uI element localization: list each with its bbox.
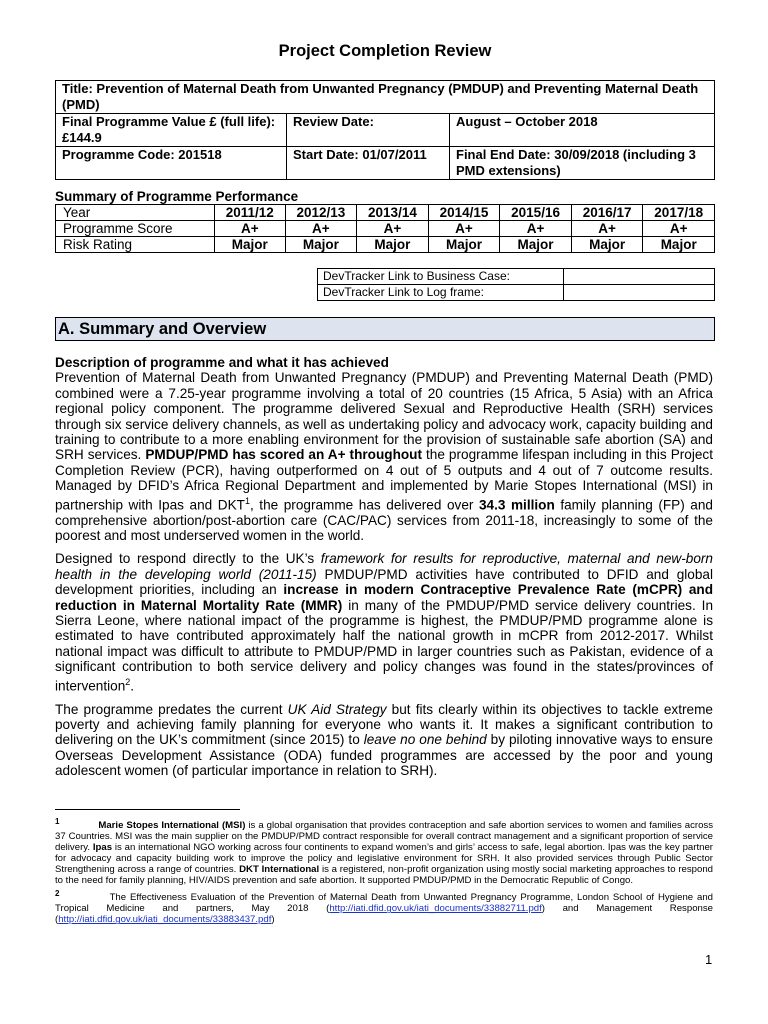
paragraph [55, 355, 713, 543]
risk-cell: Major [285, 237, 357, 253]
score-cell: A+ [357, 221, 429, 237]
review-date-cell: August – October 2018 [450, 114, 715, 147]
score-cell: A+ [500, 221, 572, 237]
year-cell: 2013/14 [357, 205, 429, 221]
table-row [56, 205, 715, 221]
score-cell: A+ [215, 221, 286, 237]
text-run: in many of the PMDUP/PMD service delivery countries. In Sierra Leone, where national impact of the programme is highest, the PMDUP/PMD programme alone is estimated to have contributed approximately half the national growth in mCPR from 2012-2017. Whilst national impact was difficult to attribute to PMDUP/PMD in larger countries such as Pakistan, evidence of a significant contribution to both service delivery and policy changes was found in the states/provinces of intervention [55, 597, 714, 694]
text-run: but fits clearly within its objectives to tackle extreme poverty and achieving family planning for everyone who wants it. It makes a significant contribution to delivering on the UK’s commitment (since 2015) to [55, 701, 713, 748]
text-run: the programme lifespan including in this Project Completion Review (PCR), having outperformed on 4 out of 5 outputs and 4 out of 7 outcome results. Managed by DFID’s Africa Regional Department and implemented by Marie Stopes International (MSI) in partnership with Ipas and DKT [55, 447, 714, 513]
summary-body [55, 355, 713, 787]
text-run: is a global organisation that provides contraception and safe abortion services to women and families across 37 Countries. MSI was the main supplier on the PMDUP/PMD contract responsible for overall contract management and a significant proportion of service delivery. [55, 820, 713, 854]
start-date-cell: Start Date: 01/07/2011 [287, 147, 450, 180]
text-run-bold: DKT International [239, 864, 320, 876]
description-heading: Description of programme and what it has achieved [55, 355, 389, 370]
year-cell: 2011/12 [215, 205, 286, 221]
risk-cell: Major [428, 237, 500, 253]
table-row [56, 114, 715, 147]
footnotes [55, 816, 713, 927]
footnote-mark: 1 [55, 817, 60, 826]
text-run-italic: UK Aid Strategy [287, 701, 387, 717]
text-run: . [130, 678, 135, 694]
footnote-divider [55, 809, 240, 810]
score-cell: A+ [428, 221, 500, 237]
score-cell: A+ [571, 221, 643, 237]
text-run-bold: PMDUP/PMD has scored an A+ throughout [145, 447, 423, 463]
text-run-italic: framework for results for reproductive, maternal and new-born health in the developing world (2011-15) [55, 551, 713, 582]
table-row [318, 285, 715, 301]
project-title-cell: Title: Prevention of Maternal Death from Unwanted Pregnancy (PMDUP) and Preventing Maternal Death (PMD) [56, 81, 715, 114]
text-run-bold: 34.3 million [478, 497, 555, 513]
log-frame-link-cell[interactable] [564, 285, 715, 301]
text-run-bold: increase in modern Contraceptive Prevalence Rate (mCPR) and reduction in Maternal Mortality Rate (MMR) [55, 582, 713, 613]
risk-rating-label-cell: Risk Rating [56, 237, 215, 253]
year-cell: 2012/13 [285, 205, 357, 221]
risk-cell: Major [643, 237, 715, 253]
year-label-cell: Year [56, 205, 215, 221]
table-row [56, 147, 715, 180]
text-run: , the programme has delivered over [249, 497, 479, 513]
page-number: 1 [705, 952, 713, 967]
table-row [56, 221, 715, 237]
programme-score-label-cell: Programme Score [56, 221, 215, 237]
text-run: family planning (FP) and comprehensive abortion/post-abortion care (CAC/PAC) services from 2011-18, increasingly to some of the poorest and most underserved women in the world. [55, 497, 713, 543]
log-frame-label: DevTracker Link to Log frame: [318, 285, 564, 301]
year-cell: 2016/17 [571, 205, 643, 221]
performance-table [55, 204, 715, 253]
review-date-label-cell: Review Date: [287, 114, 450, 147]
text-run: ) [271, 914, 275, 926]
table-row [56, 237, 715, 253]
risk-cell: Major [215, 237, 286, 253]
year-cell: 2017/18 [643, 205, 715, 221]
text-run: ) and Management Response ( [55, 903, 713, 926]
year-cell: 2015/16 [500, 205, 572, 221]
table-row [318, 269, 715, 285]
footnote [55, 888, 713, 925]
section-heading [55, 317, 715, 341]
text-run: Prevention of Maternal Death from Unwanted Pregnancy (PMDUP) and Preventing Maternal Death (PMD) combined were a 7.25-year programme involving a total of 20 countries (15 Africa, 5 Asia) with an Africa regional policy component. The programme delivered Sexual and Reproductive Health (SRH) services through six service delivery channels, as well as undertaking policy and advocacy work, capacity building and training to contribute to a more enabling environment for the provision of sustainable safe abortion (SA) and SRH services. [55, 370, 713, 463]
year-cell: 2014/15 [428, 205, 500, 221]
footnote-ref[interactable]: 2 [125, 676, 131, 687]
final-end-date-cell: Final End Date: 30/09/2018 (including 3 PMD extensions) [450, 147, 715, 180]
text-run: is a registered, non-profit organization using mostly social marketing approaches to respond to the need for family planning, HIV/AIDS prevention and safe abortion. It supported PMDUP/PMD in the Democratic Republic of Congo. [55, 864, 713, 887]
footnote [55, 816, 713, 886]
devtracker-table [317, 268, 715, 301]
score-cell: A+ [643, 221, 715, 237]
paragraph [55, 551, 713, 693]
section-heading-text: A. Summary and Overview [58, 320, 267, 338]
management-response-link[interactable]: http://iati.dfid.gov.uk/iati_documents/33883437.pdf [58, 914, 272, 926]
text-run-bold: Marie Stopes International (MSI) [98, 820, 246, 832]
footnote-mark: 2 [55, 889, 60, 899]
text-run-italic: leave no one behind [363, 732, 487, 748]
risk-cell: Major [500, 237, 572, 253]
page-title: Project Completion Review [278, 42, 492, 60]
text-run: by piloting innovative ways to ensure Overseas Development Assistance (ODA) funded programmes are accessed by the poor and young adolescent women (of particular importance in relation to SRH). [55, 732, 713, 779]
text-run: The Effectiveness Evaluation of the Prevention of Maternal Death from Unwanted Pregnancy Programme, London School of Hygiene and Tropical Medicine and partners, May 2018 ( [55, 892, 714, 915]
footnote-ref[interactable]: 1 [244, 495, 250, 506]
text-run: PMDUP/PMD activities have contributed to DFID and global development priorities, including an [55, 566, 713, 598]
risk-cell: Major [357, 237, 429, 253]
text-run: The programme predates the current [55, 701, 288, 717]
performance-caption: Summary of Programme Performance [55, 189, 299, 204]
paragraph [55, 702, 713, 779]
project-info-table [55, 80, 715, 180]
programme-code-cell: Programme Code: 201518 [56, 147, 287, 180]
table-row [56, 81, 715, 114]
text-run: is an international NGO working across four continents to expand women’s and girls’ access to safe, legal abortion. Ipas was the key partner for advocacy and capacity building work to improve the policy and legislative environment for SRH. It also provided services through Public Sector Strengthening across a range of countries. [55, 842, 713, 876]
text-run-bold: Ipas [92, 842, 113, 854]
text-run: Designed to respond directly to the UK’s [55, 551, 321, 567]
evaluation-link[interactable]: http://iati.dfid.gov.uk/iati_documents/33882711.pdf [329, 903, 542, 915]
score-cell: A+ [285, 221, 357, 237]
risk-cell: Major [571, 237, 643, 253]
business-case-link-cell[interactable] [564, 269, 715, 285]
programme-value-cell: Final Programme Value £ (full life): £144.9 [56, 114, 287, 147]
business-case-label: DevTracker Link to Business Case: [318, 269, 564, 285]
